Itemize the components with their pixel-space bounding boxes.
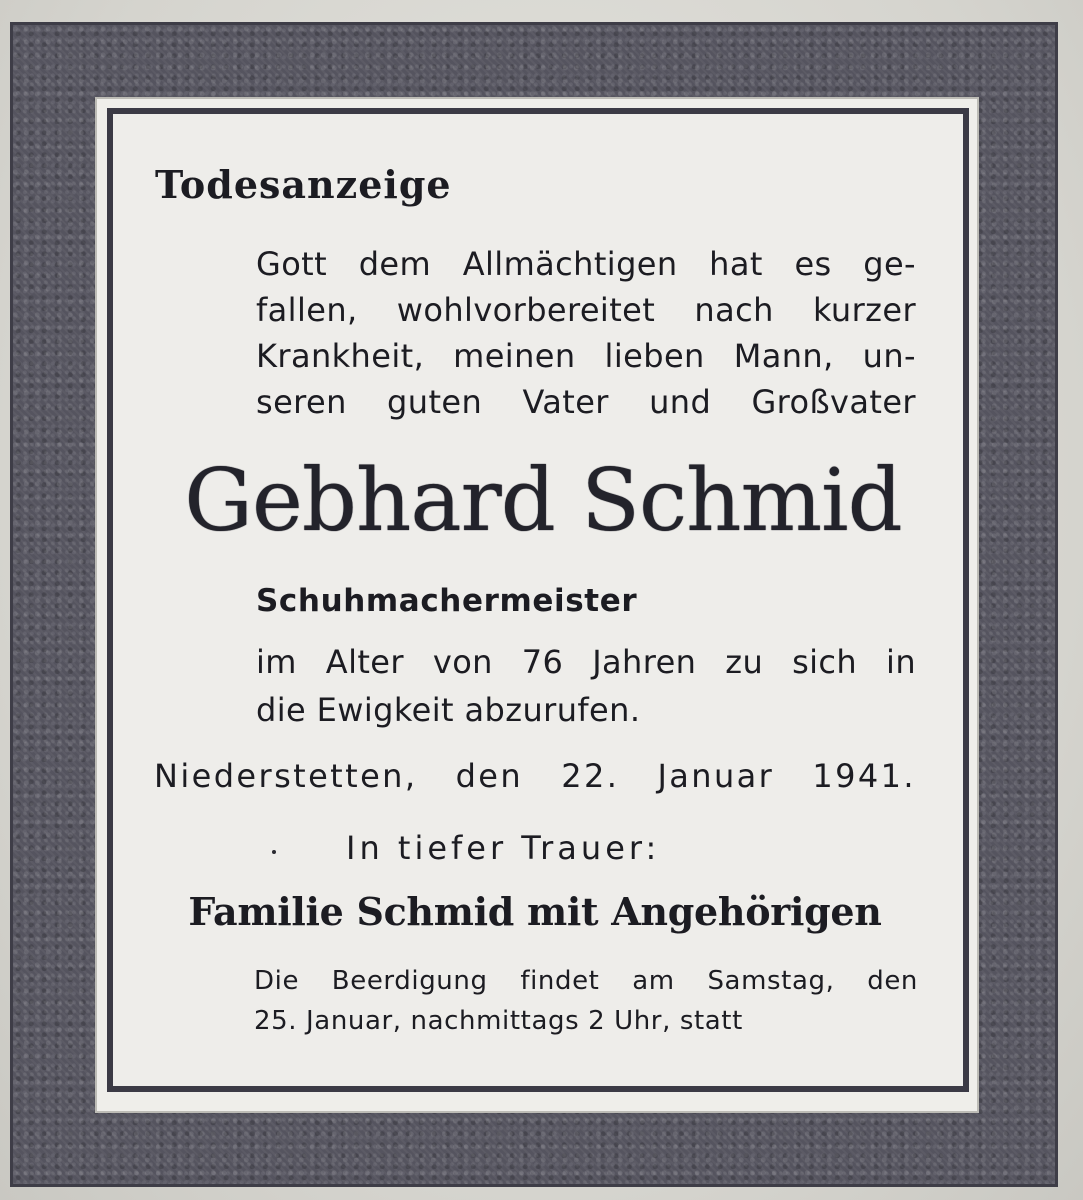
intro-line: seren guten Vater und Großvater <box>256 383 916 421</box>
funeral-line: Die Beerdigung findet am Samstag, den <box>254 966 918 996</box>
mourning-phrase: In tiefer Trauer: <box>346 829 661 867</box>
intro-line: Krankheit, meinen lieben Mann, un- <box>256 337 916 375</box>
intro-line: fallen, wohlvorbereitet nach kurzer <box>256 291 916 329</box>
age-line: im Alter von 76 Jahren zu sich in <box>256 643 916 681</box>
deceased-name: Gebhard Schmid <box>184 451 902 551</box>
family-signature: Familie Schmid mit Angehörigen <box>188 889 882 934</box>
print-speck <box>272 850 276 854</box>
intro-line: Gott dem Allmächtigen hat es ge- <box>256 245 916 283</box>
deceased-profession: Schuhmachermeister <box>256 583 638 619</box>
notice-heading: Todesanzeige <box>155 162 452 207</box>
place-and-date: Niederstetten, den 22. Januar 1941. <box>154 757 916 795</box>
age-line: die Ewigkeit abzurufen. <box>256 691 641 729</box>
funeral-line: 25. Januar, nachmittags 2 Uhr, statt <box>254 1006 743 1036</box>
